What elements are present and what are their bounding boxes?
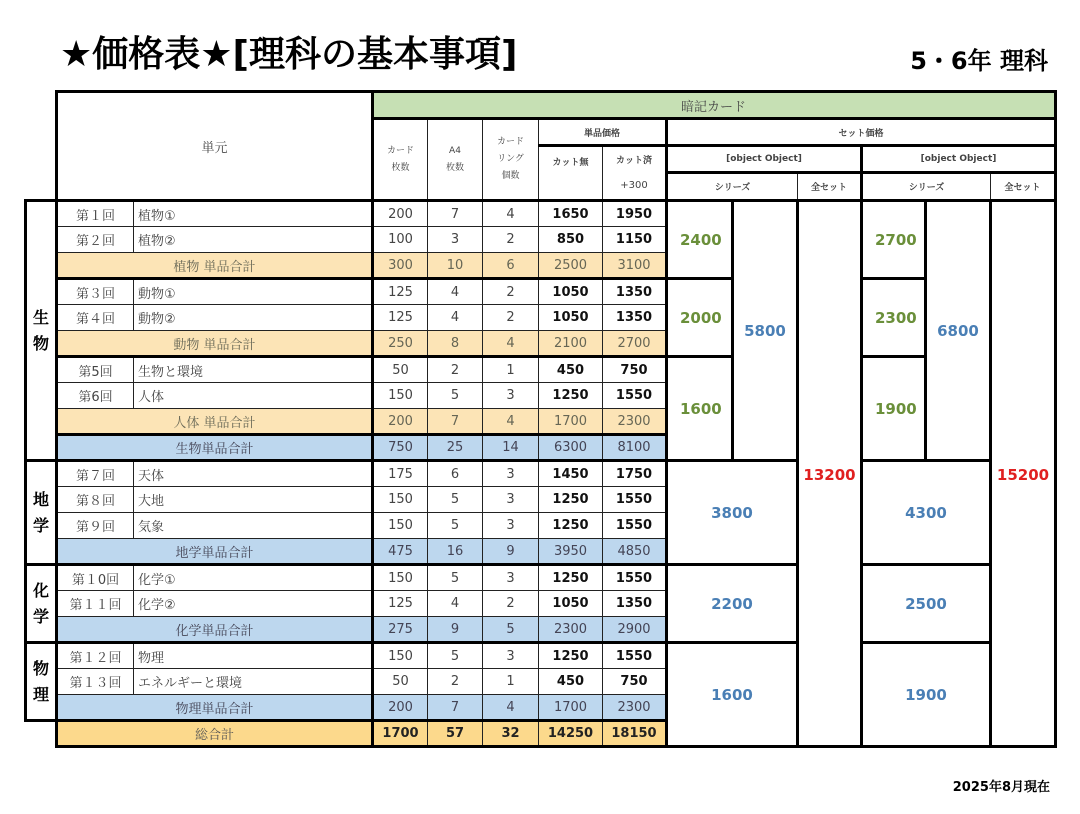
uncut-price-cell: 1700 (539, 409, 603, 435)
table-row (26, 201, 1056, 227)
set-cut-plants: 2700 (862, 201, 926, 279)
category-total-label: 化学単品合計 (57, 617, 373, 643)
set-uncut-biology: 5800 (733, 201, 798, 461)
cut-price-cell: 2300 (603, 695, 667, 721)
round-cell: 第９回 (57, 513, 134, 539)
a4-header-line1: A4 (449, 145, 461, 156)
set-uncut-all (798, 201, 862, 747)
series-header-cut: シリーズ (862, 173, 991, 201)
cut-price-cell: 1350 (603, 591, 667, 617)
cut-price-cell: 750 (603, 357, 667, 383)
cards-cell: 1700 (373, 721, 428, 747)
cards-cell: 150 (373, 383, 428, 409)
uncut-price-cell: 1050 (539, 591, 603, 617)
a4-cell: 4 (428, 279, 483, 305)
cut-price-cell: 1550 (603, 565, 667, 591)
unit-cell: 植物② (134, 227, 373, 253)
a4-cell: 57 (428, 721, 483, 747)
rings-cell: 2 (483, 305, 539, 331)
unit-cell: 化学① (134, 565, 373, 591)
cards-cell: 200 (373, 409, 428, 435)
rings-cell: 3 (483, 461, 539, 487)
rings-cell: 2 (483, 279, 539, 305)
single-price-header: 単品価格 (539, 119, 667, 146)
cut-price-cell: 2300 (603, 409, 667, 435)
cut-price-cell: 1750 (603, 461, 667, 487)
set-uncut-physics: 1600 (667, 643, 798, 747)
unit-cell: 生物と環境 (134, 357, 373, 383)
round-cell: 第３回 (57, 279, 134, 305)
set-cut-animals: 2300 (862, 279, 926, 357)
cards-cell: 125 (373, 305, 428, 331)
rings-cell: 1 (483, 357, 539, 383)
subtotal-label: 動物 単品合計 (57, 331, 373, 357)
uncut-price-cell: 2100 (539, 331, 603, 357)
unit-cell: 大地 (134, 487, 373, 513)
uncut-price-cell: 450 (539, 669, 603, 695)
uncut-price-cell: 2300 (539, 617, 603, 643)
unit-cell: エネルギーと環境 (134, 669, 373, 695)
a4-cell: 8 (428, 331, 483, 357)
series-header-uncut: シリーズ (667, 173, 798, 201)
a4-cell: 2 (428, 669, 483, 695)
uncut-price-cell: 6300 (539, 435, 603, 461)
rings-cell: 4 (483, 695, 539, 721)
rings-cell: 3 (483, 643, 539, 669)
round-cell: 第７回 (57, 461, 134, 487)
a4-cell: 7 (428, 201, 483, 227)
set-uncut-chemistry: 2200 (667, 565, 798, 643)
a4-cell: 3 (428, 227, 483, 253)
cards-cell: 50 (373, 357, 428, 383)
a4-cell: 5 (428, 565, 483, 591)
a4-cell: 7 (428, 695, 483, 721)
flashcard-group-label: 暗記カード (681, 99, 747, 115)
uncut-price-cell: 1250 (539, 383, 603, 409)
cards-cell: 150 (373, 487, 428, 513)
cards-cell: 275 (373, 617, 428, 643)
rings-cell: 4 (483, 331, 539, 357)
uncut-price-cell: 1250 (539, 643, 603, 669)
category-chemistry (26, 565, 57, 643)
ring-count-header (483, 119, 539, 201)
cut-price-cell: 1550 (603, 513, 667, 539)
unit-cell: 物理 (134, 643, 373, 669)
rings-cell: 32 (483, 721, 539, 747)
cut-price-cell: 1550 (603, 487, 667, 513)
round-cell: 第１回 (57, 201, 134, 227)
a4-cell: 25 (428, 435, 483, 461)
round-cell: 第１0回 (57, 565, 134, 591)
category-biology (26, 201, 57, 461)
a4-cell: 5 (428, 513, 483, 539)
all-set-header-uncut: 全セット (798, 173, 862, 201)
cards-cell: 475 (373, 539, 428, 565)
a4-cell: 7 (428, 409, 483, 435)
uncut-price-cell: 450 (539, 357, 603, 383)
rings-cell: 5 (483, 617, 539, 643)
set-uncut-env-body: 1600 (667, 357, 733, 461)
set-price-header: セット価格 (667, 119, 1056, 146)
card-count-header-line1: カード (386, 145, 414, 156)
uncut-price-cell: 2500 (539, 253, 603, 279)
uncut-price-cell: 1450 (539, 461, 603, 487)
uncut-price-cell: 1250 (539, 487, 603, 513)
a4-header-line2: 枚数 (445, 162, 464, 173)
table-row (26, 461, 1056, 487)
rings-cell: 1 (483, 669, 539, 695)
cut-price-cell: 1950 (603, 201, 667, 227)
blank-corner (26, 92, 57, 201)
cards-cell: 125 (373, 591, 428, 617)
a4-cell: 4 (428, 591, 483, 617)
category-total-label: 生物単品合計 (57, 435, 373, 461)
category-physics (26, 643, 57, 721)
cards-cell: 200 (373, 201, 428, 227)
round-cell: 第１１回 (57, 591, 134, 617)
rings-cell: 6 (483, 253, 539, 279)
a4-cell: 6 (428, 461, 483, 487)
set-cut-chemistry: 2500 (862, 565, 991, 643)
a4-cell: 16 (428, 539, 483, 565)
set-cut-header: [object Object] (862, 146, 1056, 173)
rings-cell: 3 (483, 513, 539, 539)
all-set-header-cut: 全セット (991, 173, 1056, 201)
subtotal-label: 人体 単品合計 (57, 409, 373, 435)
flashcard-group-header (373, 92, 1056, 119)
rings-cell: 2 (483, 591, 539, 617)
cut-surcharge: +300 (603, 173, 667, 201)
set-uncut-animals: 2000 (667, 279, 733, 357)
uncut-price-cell: 1050 (539, 279, 603, 305)
as-of-date: 2025年8月現在 (952, 780, 1050, 795)
cut-price-cell: 2900 (603, 617, 667, 643)
subtotal-label: 植物 単品合計 (57, 253, 373, 279)
a4-cell: 5 (428, 643, 483, 669)
rings-cell: 2 (483, 227, 539, 253)
grade-subject-label: 5・6年 理科 (910, 47, 1048, 75)
uncut-price-cell: 1050 (539, 305, 603, 331)
a4-cell: 2 (428, 357, 483, 383)
rings-cell: 3 (483, 565, 539, 591)
uncut-price-cell: 850 (539, 227, 603, 253)
cards-cell: 750 (373, 435, 428, 461)
set-cut-all (991, 201, 1056, 747)
cut-price-cell: 1550 (603, 383, 667, 409)
ring-header-line3: 個数 (501, 171, 520, 181)
cards-cell: 200 (373, 695, 428, 721)
a4-cell: 9 (428, 617, 483, 643)
unit-cell: 天体 (134, 461, 373, 487)
cut-price-cell: 8100 (603, 435, 667, 461)
set-cut-physics: 1900 (862, 643, 991, 747)
set-uncut-plants: 2400 (667, 201, 733, 279)
ring-header-line2: リング (497, 154, 524, 164)
table-row (26, 565, 1056, 591)
blank-cell (26, 721, 57, 747)
price-table (24, 90, 1057, 748)
unit-cell: 気象 (134, 513, 373, 539)
round-cell: 第5回 (57, 357, 134, 383)
category-label: 化学 (32, 580, 49, 626)
cards-cell: 300 (373, 253, 428, 279)
page-title: ★価格表★[理科の基本事項] (60, 34, 518, 75)
rings-cell: 4 (483, 201, 539, 227)
a4-cell: 4 (428, 305, 483, 331)
table-row (26, 279, 1056, 305)
uncut-price-cell: 14250 (539, 721, 603, 747)
category-total-label: 物理単品合計 (57, 695, 373, 721)
category-earth (26, 461, 57, 565)
round-cell: 第6回 (57, 383, 134, 409)
uncut-price-cell: 1700 (539, 695, 603, 721)
round-cell: 第４回 (57, 305, 134, 331)
round-cell: 第１３回 (57, 669, 134, 695)
set-cut-env-body: 1900 (862, 357, 926, 461)
cut-price-cell: 1350 (603, 279, 667, 305)
cut-price-cell: 4850 (603, 539, 667, 565)
cut-price-cell: 1350 (603, 305, 667, 331)
rings-cell: 14 (483, 435, 539, 461)
category-total-label: 地学単品合計 (57, 539, 373, 565)
cards-cell: 100 (373, 227, 428, 253)
round-cell: 第１２回 (57, 643, 134, 669)
category-label: 地学 (32, 489, 49, 535)
set-cut-biology: 6800 (926, 201, 991, 461)
cards-cell: 250 (373, 331, 428, 357)
cut-price-cell: 1150 (603, 227, 667, 253)
card-count-header (373, 119, 428, 201)
table-row (26, 643, 1056, 669)
card-count-header-line2: 枚数 (391, 162, 410, 173)
unit-cell: 人体 (134, 383, 373, 409)
unit-header: 単元 (57, 92, 373, 201)
cut-price-cell: 3100 (603, 253, 667, 279)
uncut-price-cell: 3950 (539, 539, 603, 565)
cut-price-cell: 2700 (603, 331, 667, 357)
a4-cell: 10 (428, 253, 483, 279)
set-uncut-earth: 3800 (667, 461, 798, 565)
set-uncut-header: [object Object] (667, 146, 862, 173)
cards-cell: 125 (373, 279, 428, 305)
cards-cell: 150 (373, 643, 428, 669)
uncut-price-cell: 1650 (539, 201, 603, 227)
cards-cell: 150 (373, 565, 428, 591)
uncut-price-cell: 1250 (539, 513, 603, 539)
set-cut-all-value: 15200 (996, 466, 1050, 484)
cut-price-cell: 750 (603, 669, 667, 695)
cards-cell: 175 (373, 461, 428, 487)
cut-price-cell: 18150 (603, 721, 667, 747)
grand-total-label: 総合計 (57, 721, 373, 747)
round-cell: 第８回 (57, 487, 134, 513)
category-label: 生物 (32, 307, 49, 353)
unit-cell: 動物② (134, 305, 373, 331)
rings-cell: 3 (483, 383, 539, 409)
cards-cell: 50 (373, 669, 428, 695)
set-cut-earth: 4300 (862, 461, 991, 565)
a4-cell: 5 (428, 383, 483, 409)
unit-cell: 化学② (134, 591, 373, 617)
category-label: 物理 (32, 658, 49, 704)
ring-header-line1: カード (496, 137, 524, 147)
unit-cell: 植物① (134, 201, 373, 227)
a4-count-header (428, 119, 483, 201)
set-uncut-all-value: 13200 (803, 466, 856, 484)
uncut-header: カット無 (539, 146, 603, 201)
uncut-price-cell: 1250 (539, 565, 603, 591)
cut-header: カット済 (603, 146, 667, 173)
table-row (26, 357, 1056, 383)
rings-cell: 9 (483, 539, 539, 565)
unit-cell: 動物① (134, 279, 373, 305)
cut-price-cell: 1550 (603, 643, 667, 669)
rings-cell: 4 (483, 409, 539, 435)
cards-cell: 150 (373, 513, 428, 539)
rings-cell: 3 (483, 487, 539, 513)
a4-cell: 5 (428, 487, 483, 513)
round-cell: 第２回 (57, 227, 134, 253)
